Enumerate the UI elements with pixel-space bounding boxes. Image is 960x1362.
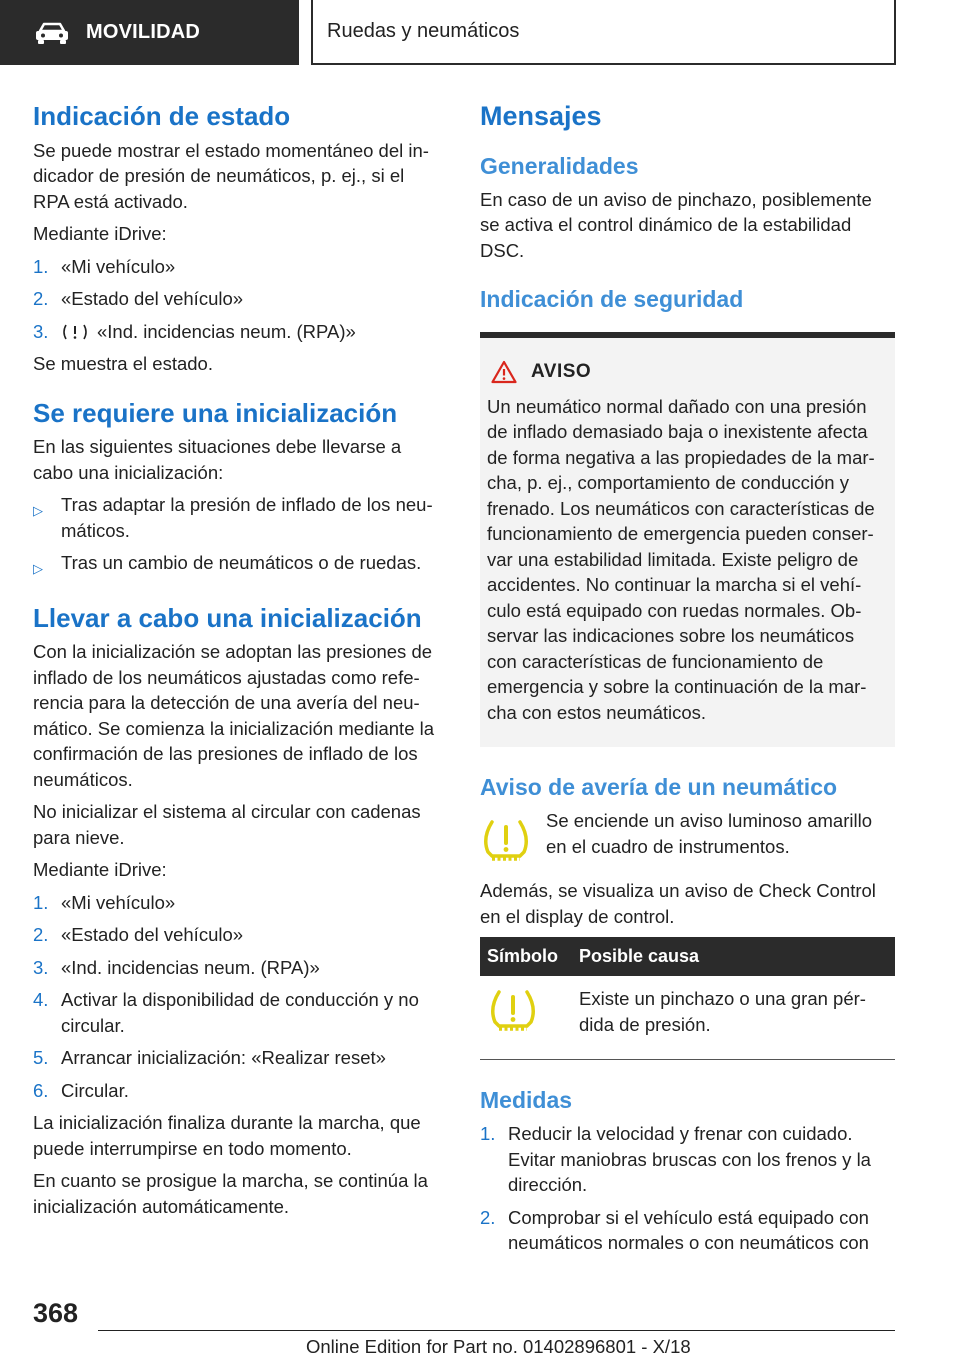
required-intro: En las siguientes situaciones debe llevarse a cabo una inicialización: xyxy=(33,436,402,483)
list-item: 1. Reducir la velocidad y frenar con cuidado. Evitar maniobras bruscas con los frenos y la dirección. xyxy=(480,1123,871,1196)
header-section-tab xyxy=(311,0,896,65)
right-column xyxy=(480,100,895,1256)
warning-text: Un neumático normal dañado con una presión de inflado demasiado baja o inexistente afecta de forma negativa a las propiedades de la marcha, p. ej., comportamiento de conducción y frenado. Los neumáticos con características de funcionamiento de emergencia pueden conservar una estabilidad limitada. Existe peligro de accidentes. No continuar la marcha si el vehículo está equipado con ruedas normales. Observar las indicaciones sobre los neumáticos con características de funcionamiento de emergencia y sobre la continuación de la marcha con estos neumáticos. xyxy=(487,395,875,723)
list-item: 1. «Mi vehículo» xyxy=(33,891,176,913)
list-item: 2. «Estado del vehículo» xyxy=(33,924,244,945)
tpms-warning-icon xyxy=(480,818,532,864)
perform-via: Mediante iDrive: xyxy=(33,859,167,880)
perform-heading: Llevar a cabo una inicialización xyxy=(33,602,422,633)
list-item: 2. «Estado del vehículo» xyxy=(33,288,244,309)
tpms-icon xyxy=(61,323,89,341)
list-item: ▷ Tras un cambio de neumáticos o de ruedas. xyxy=(33,550,443,582)
required-heading: Se requiere una inicialización xyxy=(33,397,398,428)
lamp-text: Se enciende un aviso luminoso amarillo en el cuadro de instrumentos. xyxy=(546,810,872,857)
symbol-table xyxy=(480,937,895,1060)
status-via: Mediante iDrive: xyxy=(33,223,167,244)
required-bullets xyxy=(33,492,443,582)
warning-triangle-icon xyxy=(491,360,517,384)
tpms-warning-icon xyxy=(487,988,539,1034)
list-item: ▷ Tras adaptar la presión de inflado de los neumáticos. xyxy=(33,492,443,543)
car-icon xyxy=(34,21,70,45)
measures-steps xyxy=(480,1121,895,1256)
fault-heading: Aviso de avería de un neumático xyxy=(480,774,838,801)
check-control-text: Además, se visualiza un aviso de Check Control en el display de control. xyxy=(480,880,876,927)
warning-box xyxy=(480,332,895,748)
measures-heading: Medidas xyxy=(480,1086,573,1113)
page-number: 368 xyxy=(33,1298,79,1328)
list-item: 1. «Mi vehículo» xyxy=(33,255,176,277)
list-item: 3. «Ind. incidencias neum. (RPA)» xyxy=(33,320,356,342)
general-heading: Generalidades xyxy=(480,152,639,179)
list-item: 2. Comprobar si el vehículo está equipado con neumáticos normales o con neumáticos con xyxy=(480,1206,869,1254)
footer-edition: Online Edition for Part no. 01402896801 - X/18 xyxy=(306,1336,691,1357)
table-row xyxy=(480,976,895,1059)
safety-heading: Indicación de seguridad xyxy=(480,286,744,312)
header-category-tab xyxy=(0,0,299,65)
list-item: 3. «Ind. incidencias neum. (RPA)» xyxy=(33,956,320,978)
perform-p1: Con la inicialización se adoptan las presiones de inflado de los neumáticos ajustadas como referencia para la detección de una avería del neumático. Se comienza la inicialización mediante la confirmación de las presiones de inflado de los neumáticos. xyxy=(33,641,435,790)
messages-heading: Mensajes xyxy=(480,101,602,131)
table-cell-cause: Existe un pinchazo o una gran pérdida de presión. xyxy=(572,976,895,1059)
list-item: 6. Circular. xyxy=(33,1079,129,1101)
warning-label: AVISO xyxy=(531,360,592,382)
status-steps xyxy=(33,254,443,345)
bullet-triangle-icon: ▷ xyxy=(33,503,43,518)
general-text: En caso de un aviso de pinchazo, posiblemente se activa el control dinámico de la estabilidad DSC. xyxy=(480,188,872,261)
list-item: 5. Arrancar inicialización: «Realizar reset» xyxy=(33,1047,386,1068)
list-item: 4. Activar la disponibilidad de conducción y no circular. xyxy=(33,989,419,1036)
status-result: Se muestra el estado. xyxy=(33,353,213,374)
bullet-triangle-icon: ▷ xyxy=(33,561,43,576)
status-heading: Indicación de estado xyxy=(33,101,291,131)
perform-p3: La inicialización finaliza durante la marcha, que puede interrumpirse en todo momento. xyxy=(33,1112,421,1159)
col-cause-header: Posible causa xyxy=(572,937,895,976)
perform-steps xyxy=(33,890,443,1104)
col-symbol-header: Símbolo xyxy=(480,937,572,976)
header-section-title: Ruedas y neumáticos xyxy=(327,20,520,42)
perform-p4: En cuanto se prosigue la marcha, se continúa la inicialización automáticamente. xyxy=(33,1170,428,1217)
perform-p2: No inicializar el sistema al circular con cadenas para nieve. xyxy=(33,801,421,848)
left-column xyxy=(33,100,443,1219)
header-category: MOVILIDAD xyxy=(86,21,201,43)
footer-divider xyxy=(98,1330,895,1331)
status-intro: Se puede mostrar el estado momentáneo del indicador de presión de neumáticos, p. ej., si el RPA está activado. xyxy=(33,139,429,212)
